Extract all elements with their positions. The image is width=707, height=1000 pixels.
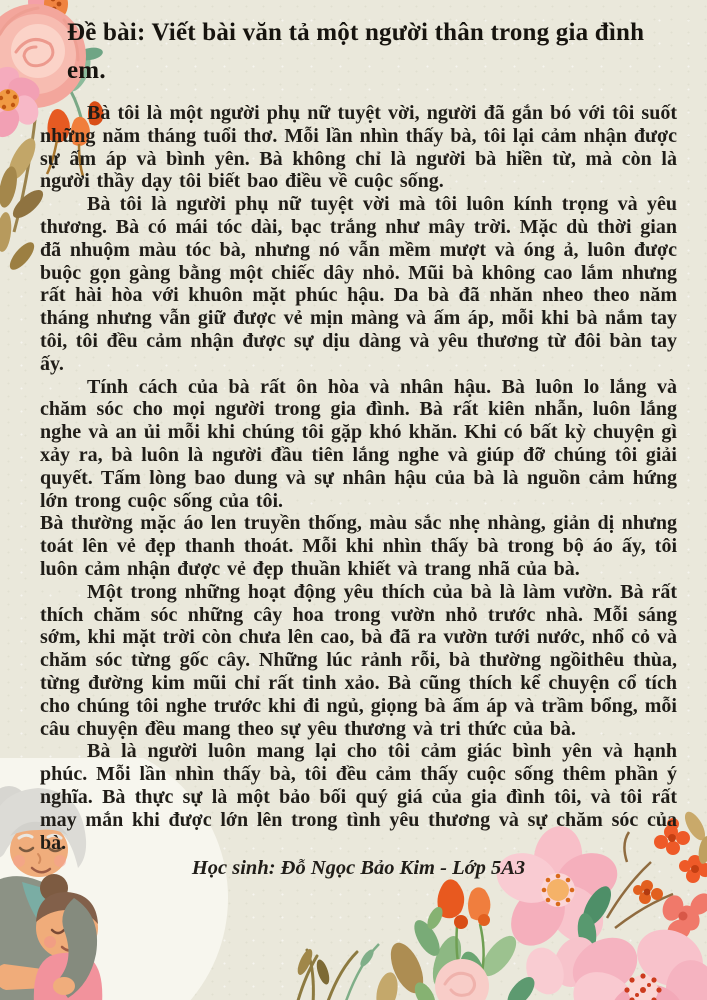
- essay-paragraph-6: Bà là người luôn mang lại cho tôi cảm giác bình yên và hạnh phúc. Mỗi lần nhìn thấy bà, tôi đều cảm thấy cuộc sống thêm phần ý nghĩa. Bà thực sự là một bảo bối quý giá của gia đình tôi, và tôi rất may mắn khi được lớn lên trong tình yêu thương và sự chăm sóc của bà.: [40, 740, 677, 854]
- essay-prompt-title: Đề bài: Viết bài văn tả một người thân trong gia đình em.: [67, 19, 645, 84]
- student-signature: Học sinh: Đỗ Ngọc Bảo Kim - Lớp 5A3: [191, 857, 526, 880]
- essay-paragraph-4: Bà thường mặc áo len truyền thống, màu sắc nhẹ nhàng, giản dị nhưng toát lên vẻ đẹp thanh thoát. Mỗi khi nhìn thấy bà trong bộ áo ấy, tôi luôn cảm nhận được vẻ đẹp thuần khiết và trang nhã của bà.: [40, 512, 677, 580]
- essay-paragraph-1: Bà tôi là một người phụ nữ tuyệt vời, người đã gắn bó với tôi suốt những năm tháng tuổi thơ. Mỗi lần nhìn thấy bà, tôi lại cảm nhận được sự ấm áp và bình yên. Bà không chỉ là người bà hiền từ, mà còn là người thầy dạy tôi biết bao điều về cuộc sống.: [40, 102, 677, 193]
- essay-paragraph-3: Tính cách của bà rất ôn hòa và nhân hậu. Bà luôn lo lắng và chăm sóc cho mọi người trong gia đình. Bà rất kiên nhẫn, luôn lắng nghe và an ủi mỗi khi chúng tôi gặp khó khăn. Khi có bất kỳ chuyện gì xảy ra, bà luôn là người đầu tiên lắng nghe và giúp đỡ chúng tôi giải quyết. Tấm lòng bao dung và sự nhân hậu của bà là nguồn cảm hứng lớn trong cuộc sống của tôi.: [40, 375, 677, 512]
- essay-paragraph-5: Một trong những hoạt động yêu thích của bà là làm vườn. Bà rất thích chăm sóc những cây hoa trong vườn nhỏ trước nhà. Mỗi sáng sớm, khi mặt trời còn chưa lên cao, bà đã ra vườn tưới nước, nhổ cỏ và chăm sóc từng gốc cây. Những lúc rảnh rỗi, bà thường ngồithêu thùa, từng đường kim mũi chỉ rất tinh xảo. Bà cũng thích kể chuyện cổ tích cho chúng tôi nghe trước khi đi ngủ, giọng bà ấm áp và trầm bổng, mỗi câu chuyện đều mang theo sự yêu thương và tri thức của bà.: [40, 580, 677, 740]
- essay-content: [40, 14, 677, 880]
- essay-paragraph-2: Bà tôi là người phụ nữ tuyệt vời mà tôi luôn kính trọng và yêu thương. Bà có mái tóc dài, bạc trắng như mây trời. Mặc dù thời gian đã nhuộm màu tóc bà, nhưng nó vẫn mềm mượt và óng ả, luôn được buộc gọn gàng bằng một chiếc dây nhỏ. Mũi bà không cao lắm nhưng rất hài hòa với khuôn mặt phúc hậu. Da bà đã nhăn nheo theo năm tháng nhưng vẫn giữ được vẻ mịn màng và ấm áp, mỗi khi bà nắm tay tôi, tôi đều cảm nhận được sự dịu dàng và yêu thương từ đôi bàn tay ấy.: [40, 193, 677, 375]
